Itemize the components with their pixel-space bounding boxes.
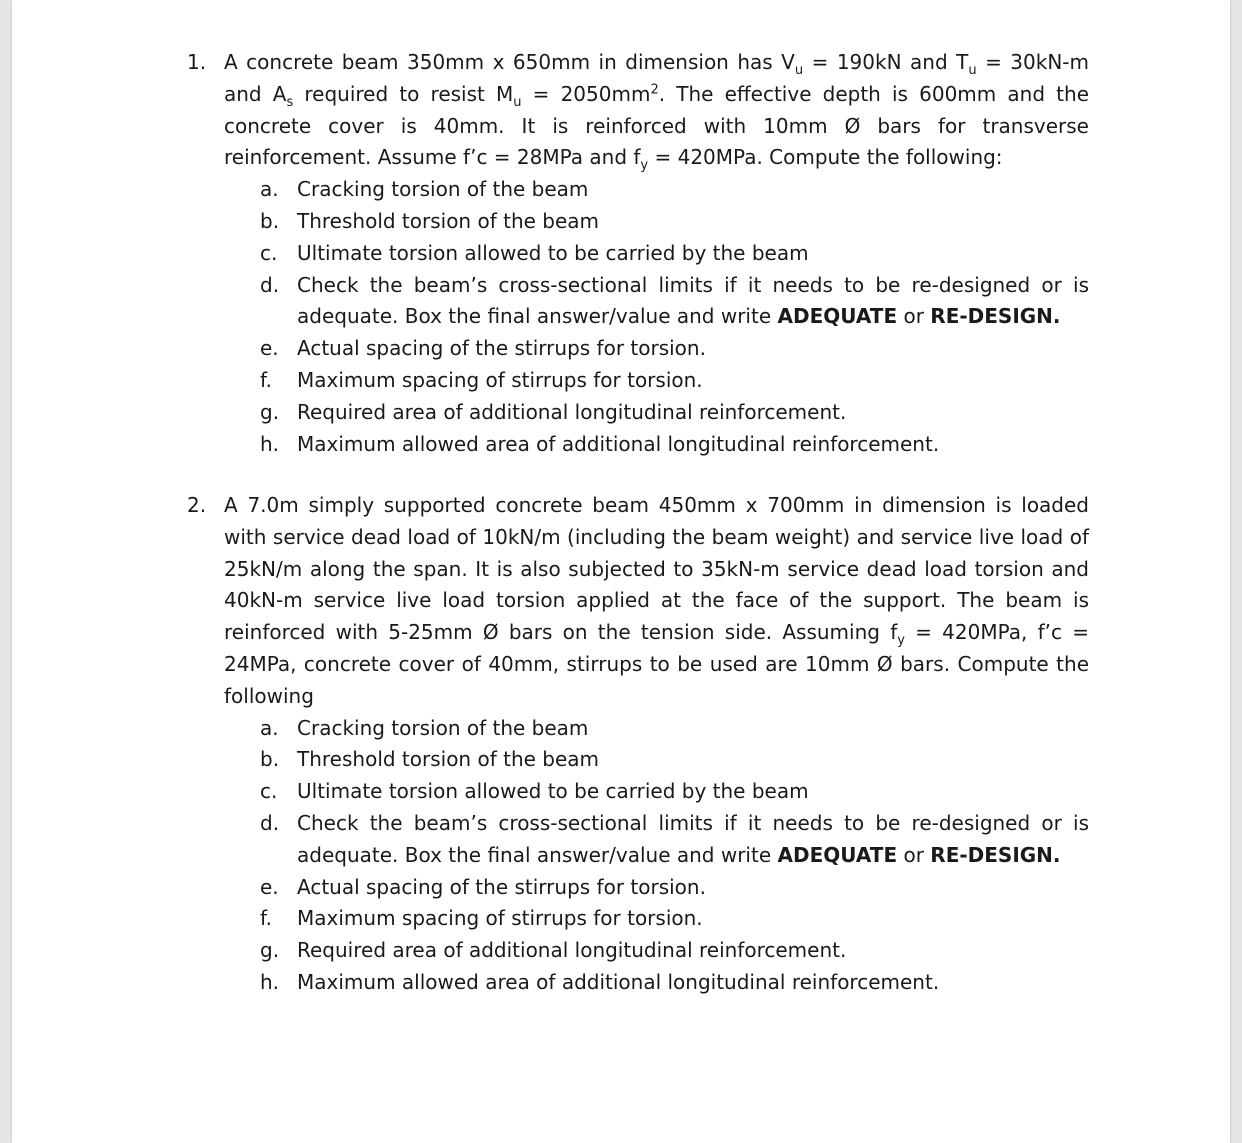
sub-question: g. Required area of additional longitudinal reinforcement. [260,938,847,963]
problem-number: 2. [187,493,207,517]
sub-question: h. Maximum allowed area of additional longitudinal reinforcement. [260,431,940,456]
sub-question: e. Actual spacing of the stirrups for torsion. [260,874,706,899]
problem-1 [187,47,1089,460]
sub-question: a. Cracking torsion of the beam [260,177,589,202]
sub-question: a. Cracking torsion of the beam [260,715,589,740]
problem-statement: A 7.0m simply supported concrete beam 450mm x 700mm in dimension is loaded with service dead load of 10kN/m (including the beam weight) and service live load of 25kN/m along the span. It is also subjected to 35kN-m service dead load torsion and 40kN-m service live load torsion applied at the face of the support. The beam is reinforced with 5-25mm Ø bars on the tension side. Assuming $f_y = 420MPa$, f’c = 24MPa, concrete cover of 40mm, stirrups to be used are 10mm Ø bars. Compute the following [224,493,1089,708]
document-page [12,0,1230,1143]
sub-question: f. Maximum spacing of stirrups for torsion. [260,367,703,392]
sub-question: c. Ultimate torsion allowed to be carried by the beam [260,779,809,804]
sub-question: e. Actual spacing of the stirrups for torsion. [260,336,706,361]
problem-number: 1. [187,50,207,74]
sub-question: d. Check the beam’s cross-sectional limits if it needs to be re-designed or is adequate. Box the final answer/value and write ADEQUATE or RE-DESIGN. [260,272,1089,329]
sub-question: b. Threshold torsion of the beam [260,208,600,233]
sub-question: h. Maximum allowed area of additional longitudinal reinforcement. [260,969,940,994]
sub-question: c. Ultimate torsion allowed to be carried by the beam [260,240,809,265]
sub-question: g. Required area of additional longitudinal reinforcement. [260,399,847,424]
sub-question: f. Maximum spacing of stirrups for torsion. [260,906,703,931]
problem-statement: A concrete beam 350mm x 650mm in dimension has $V_u = 190kN$ and $T_u = 30kN-m$ and $A_s$ required to resist $M_u = 2050mm^2$. The effective depth is 600mm and the concrete cover is 40mm. It is reinforced with 10mm Ø bars for transverse reinforcement. Assume f’c = 28MPa and $f_y = 420MPa$. Compute the following: [224,50,1090,174]
sub-question: b. Threshold torsion of the beam [260,747,600,772]
sub-question-list [187,174,1089,460]
sub-question: d. Check the beam’s cross-sectional limits if it needs to be re-designed or is adequate. Box the final answer/value and write ADEQUATE or RE-DESIGN. [260,810,1089,867]
problem-2 [187,490,1089,999]
sub-question-list [187,713,1089,999]
